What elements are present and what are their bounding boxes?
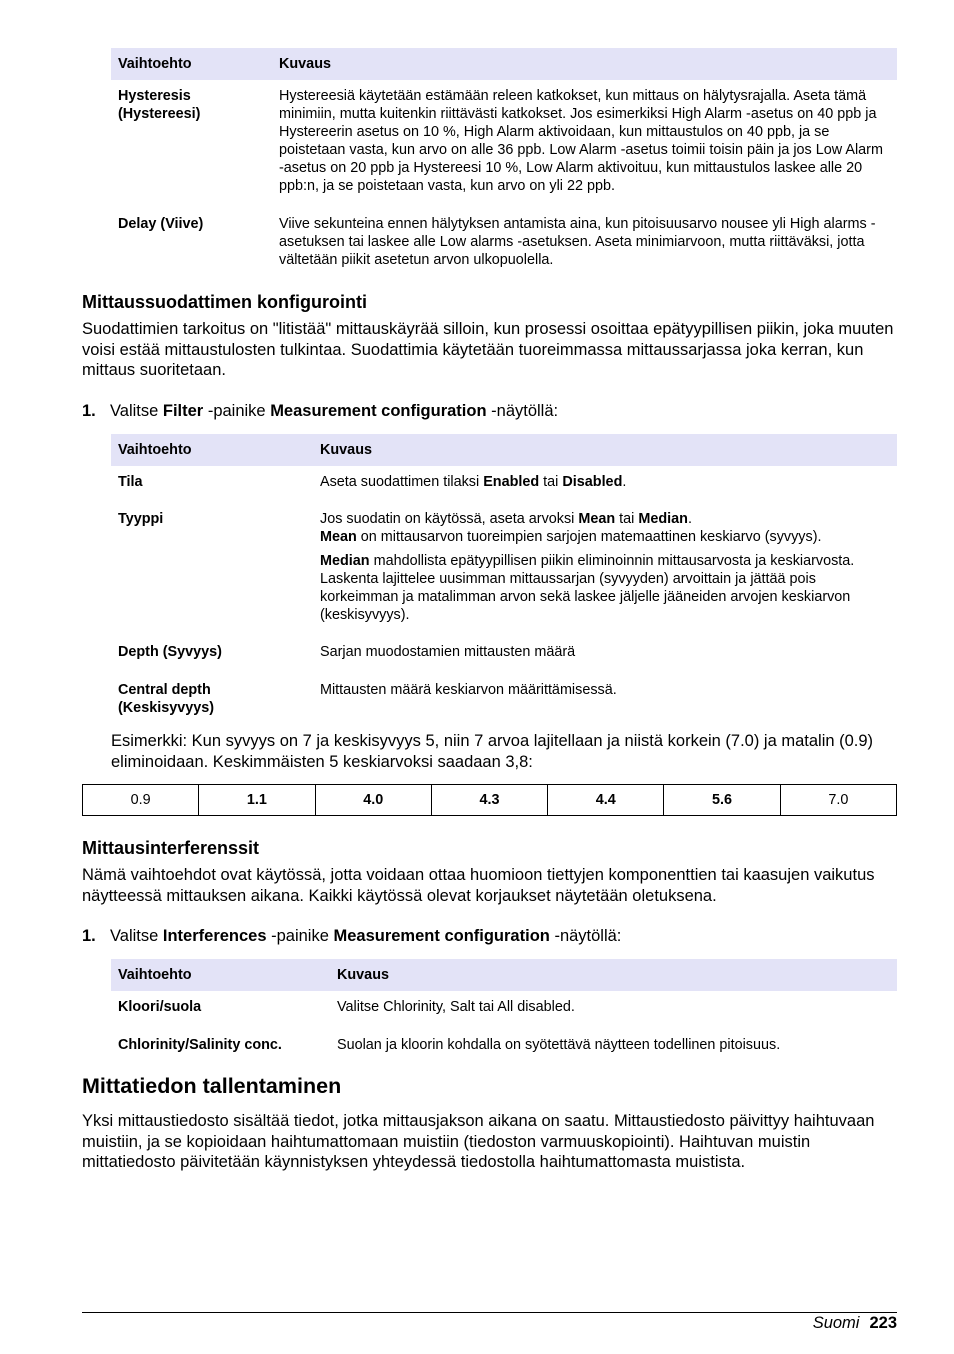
option-name: Delay (Viive) [118,216,204,232]
step-text: Valitse Interferences -painike Measurement configuration -näytöllä: [110,927,622,945]
table-row [111,497,897,630]
value-cell: 0.9 [83,785,199,816]
table-row [111,991,897,1022]
table-row [111,630,897,667]
column-header-option: Vaihtoehto [111,959,330,991]
table-header-row [111,434,897,466]
table-row [83,785,897,816]
option-description: Suolan ja kloorin kohdalla on syötettävä näytteen todellinen pitoisuus. [337,1037,781,1053]
example-values-table [82,784,897,816]
filter-options-table [111,434,897,723]
value-cell: 4.4 [548,785,664,816]
option-description: Valitse Chlorinity, Salt tai All disabled. [337,999,575,1015]
option-description: Hystereesiä käytetään estämään releen katkokset, kun mittaus on hälytysrajalla. Aseta tämä minimiin, mutta kuitenkin riittävästi katkokset. Jos esimerkiksi High Alarm -asetus on 40 ppb ja Hystereerin asetus on 10 %, High Alarm aktivoidaan, kun mittaustulos on 40 ppb, ja se poistetaan vasta, kun arvo on alle 36 ppb. Low Alarm -asetus toimii toisin päin ja jos Low Alarm -asetus on 20 ppb ja Hystereesi 10 %, Low Alarm aktivoituu, kun mittaustulos laskee alle 20 ppb:n, ja se poistetaan vasta, kun arvo on yli 22 ppb. [279,88,883,194]
section-title-saving: Mittatiedon tallentaminen [82,1074,342,1098]
interference-options-table [111,959,897,1060]
step-text: Valitse Filter -painike Measurement configuration -näytöllä: [110,402,559,420]
section-body-interferences: Nämä vaihtoehdot ovat käytössä, jotta voidaan ottaa huomioon tiettyjen komponenttien tai kaasujen vaikutus näytteessä mittauksen aikana. Kaikki käytössä olevat korjaukset näytetään oletuksena. [82,866,875,905]
table-header-row [111,48,897,80]
value-cell: 1.1 [199,785,315,816]
column-header-description: Kuvaus [272,48,897,80]
section-body-filter: Suodattimien tarkoitus on "litistää" mittauskäyrää silloin, kun prosessi osoittaa epätyypillisen piikin, joka muuten voisi estää mittaustulosten tulkintaa. Suodattimia käytetään tuoreimmassa mittaussarjassa joka kerran, kun mittaus suoritetaan. [82,320,894,379]
step-filter [82,401,897,421]
option-description: Viive sekunteina ennen hälytyksen antamista aina, kun pitoisuusarvo nousee yli High alarms -asetuksen tai laskee alle Low alarms -asetuksen. Aseta minimiarvoon, mutta riittäväksi, jotta vältetään piikit asetetun arvon ulkopuolella. [279,216,876,268]
section-body-saving: Yksi mittaustiedosto sisältää tiedot, jotka mittausjakson aikana on saatu. Mittaustiedosto päivittyy haihtuvaan muistiin, ja se kopioidaan haihtumattomaan muistiin (tiedoston varmuuskopiointi). Haihtuvan muistin mittatiedosto päivitetään käynnistyksen yhteydessä tiedostolla haihtumattomasta muistista. [82,1112,875,1171]
table-header-row [111,959,897,991]
option-description: Jos suodatin on käytössä, aseta arvoksi Mean tai Median. Mean on mittausarvon tuoreimpien sarjojen matemaattinen keskiarvo (syvyys). Median mahdollista epätyypillisen piikin eliminoinnin mittausarvosta ja keskiarvosta. Laskenta lajittelee uusimman mittaussarjan (syvyyden) arvoittain ja jättää pois korkeimman ja matalimman arvon sekä laskee jäljelle jääneiden arvojen keskiarvon (keskisyvyys). [320,511,855,623]
column-header-description: Kuvaus [330,959,897,991]
option-description: Aseta suodattimen tilaksi Enabled tai Disabled. [320,474,627,490]
value-cell: 5.6 [664,785,780,816]
alarm-options-table [111,48,897,275]
step-interferences [82,926,897,946]
step-number: 1. [82,927,96,945]
option-name: Chlorinity/Salinity conc. [118,1037,282,1053]
option-name: Kloori/suola [118,999,202,1015]
column-header-description: Kuvaus [313,434,897,466]
option-description: Sarjan muodostamien mittausten määrä [320,644,576,660]
option-name: Depth (Syvyys) [118,644,222,660]
value-cell: 7.0 [780,785,896,816]
option-name: Hysteresis (Hystereesi) [118,88,201,122]
value-cell: 4.3 [431,785,547,816]
step-number: 1. [82,402,96,420]
page-number: 223 [869,1314,897,1332]
section-title-interferences: Mittausinterferenssit [82,838,260,858]
value-cell: 4.0 [315,785,431,816]
example-text: Esimerkki: Kun syvyys on 7 ja keskisyvyys 5, niin 7 arvoa lajitellaan ja niistä korkein (7.0) ja matalin (0.9) eliminoidaan. Keskimmäisten 5 keskiarvoksi saadaan 3,8: [111,732,874,771]
option-description: Mittausten määrä keskiarvon määrittämisessä. [320,682,617,698]
table-row [111,201,897,275]
page-footer [813,1313,897,1333]
table-row [111,80,897,201]
table-row [111,466,897,497]
section-title-filter: Mittaussuodattimen konfigurointi [82,292,367,312]
table-row [111,1022,897,1060]
column-header-option: Vaihtoehto [111,48,272,80]
column-header-option: Vaihtoehto [111,434,313,466]
option-name: Tyyppi [118,511,164,527]
table-row [111,667,897,723]
footer-divider [82,1312,897,1313]
option-name: Tila [118,474,143,490]
footer-language: Suomi [812,1314,860,1332]
option-name: Central depth (Keskisyvyys) [118,682,215,716]
